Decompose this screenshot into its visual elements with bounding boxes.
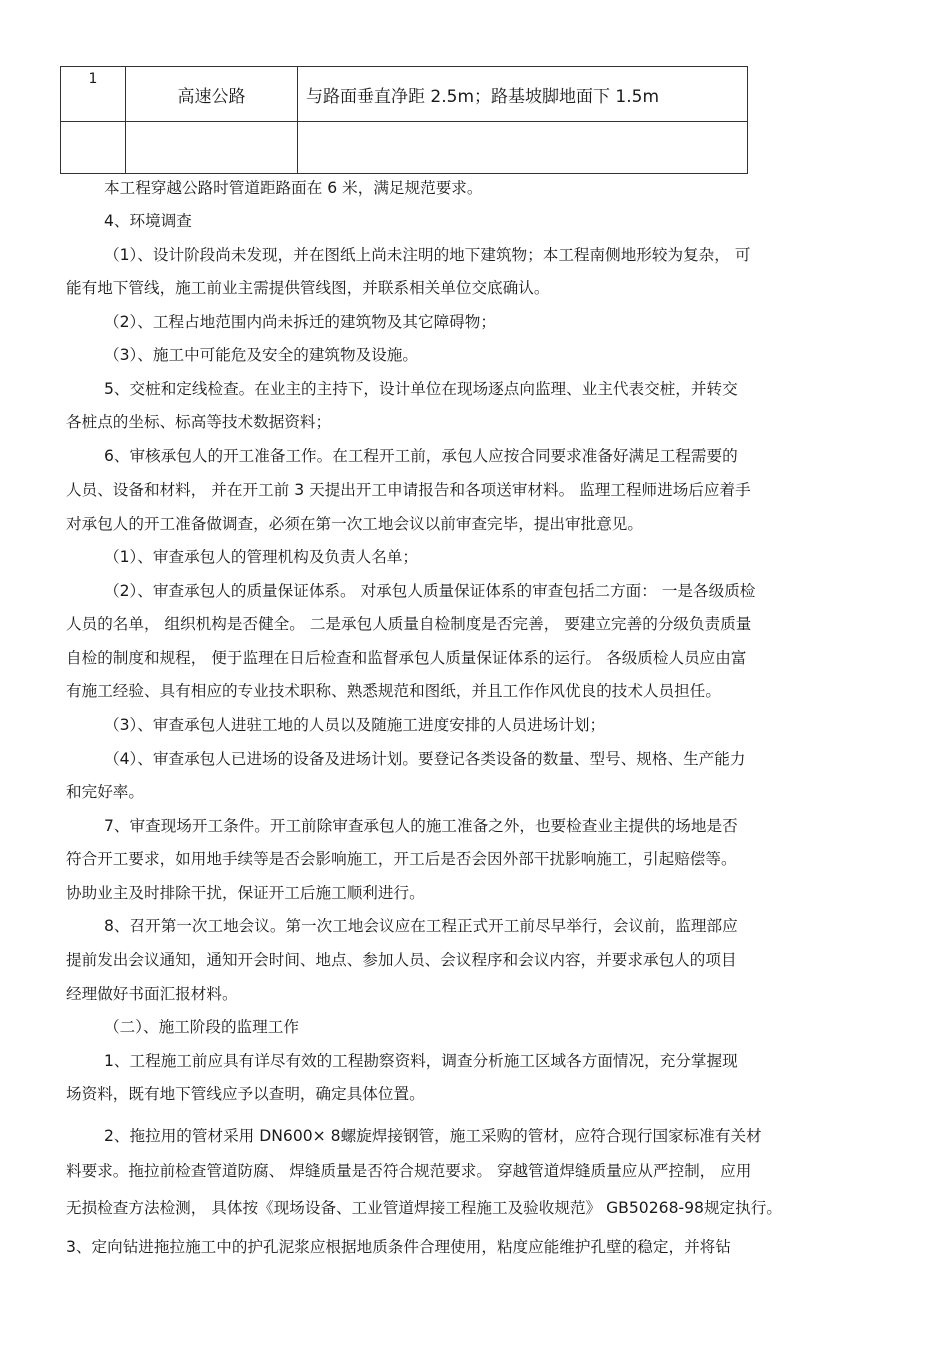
list-item: （3）、施工中可能危及安全的建筑物及设施。 (104, 346, 418, 364)
section-heading: 4、环境调查 (104, 212, 192, 230)
paragraph-line: 3、定向钻进拖拉施工中的护孔泥浆应根据地质条件合理使用，粘度应能维护孔壁的稳定，并将钻 (66, 1238, 731, 1256)
paragraph-line: 无损检查方法检测， 具体按《现场设备、工业管道焊接工程施工及验收规范》 GB50268-98规定执行。 (66, 1199, 782, 1217)
paragraph-line: 1、工程施工前应具有详尽有效的工程勘察资料，调查分析施工区域各方面情况，充分掌握现 (104, 1052, 738, 1070)
table-row (61, 67, 748, 122)
paragraph-line: 本工程穿越公路时管道距路面在 6 米，满足规范要求。 (104, 179, 483, 197)
paragraph-line: 场资料，既有地下管线应予以查明，确定具体位置。 (66, 1085, 425, 1103)
paragraph-line: 经理做好书面汇报材料。 (66, 985, 238, 1003)
paragraph-line: 料要求。拖拉前检查管道防腐、 焊缝质量是否符合规范要求。 穿越管道焊缝质量应从严控制， 应用 (66, 1162, 752, 1180)
paragraph-line: 各桩点的坐标、标高等技术数据资料； (66, 413, 332, 431)
table-cell-index: 1 (61, 67, 126, 122)
paragraph-line: 6、审核承包人的开工准备工作。在工程开工前，承包人应按合同要求准备好满足工程需要的 (104, 447, 738, 465)
table-row (61, 122, 748, 174)
paragraph-line: 符合开工要求，如用地手续等是否会影响施工，开工后是否会因外部干扰影响施工，引起赔偿等。 (66, 850, 737, 868)
paragraph-line: 2、拖拉用的管材采用 DN600× 8螺旋焊接钢管，施工采购的管材，应符合现行国家标准有关材 (104, 1127, 762, 1145)
paragraph-line: 能有地下管线，施工前业主需提供管线图，并联系相关单位交底确认。 (66, 279, 550, 297)
table-cell-clearance: 与路面垂直净距 2.5m；路基坡脚地面下 1.5m (298, 67, 748, 122)
paragraph-line: 和完好率。 (66, 783, 144, 801)
table-cell-road-type: 高速公路 (126, 67, 298, 122)
paragraph-line: 5、交桩和定线检查。在业主的主持下，设计单位在现场逐点向监理、业主代表交桩，并转交 (104, 380, 738, 398)
paragraph-line: （1）、设计阶段尚未发现，并在图纸上尚未注明的地下建筑物；本工程南侧地形较为复杂， 可 (104, 246, 751, 264)
paragraph-line: 有施工经验、具有相应的专业技术职称、熟悉规范和图纸，并且工作作风优良的技术人员担任。 (66, 682, 721, 700)
paragraph-line: 7、审查现场开工条件。开工前除审查承包人的施工准备之外，也要检查业主提供的场地是否 (104, 817, 738, 835)
table-cell-index (61, 122, 126, 174)
list-item: （2）、工程占地范围内尚未拆迁的建筑物及其它障碍物； (104, 313, 496, 331)
paragraph-line: 人员的名单， 组织机构是否健全。 二是承包人质量自检制度是否完善， 要建立完善的分级负责质量 (66, 615, 752, 633)
table-cell-clearance (298, 122, 748, 174)
paragraph-line: 自检的制度和规程， 便于监理在日后检查和监督承包人质量保证体系的运行。 各级质检人员应由富 (66, 649, 747, 667)
paragraph-line: 提前发出会议通知，通知开会时间、地点、参加人员、会议程序和会议内容，并要求承包人的项目 (66, 951, 737, 969)
list-item: （2）、审查承包人的质量保证体系。 对承包人质量保证体系的审查包括二方面： 一是各级质检 (104, 582, 756, 600)
list-item: （4）、审查承包人已进场的设备及进场计划。要登记各类设备的数量、型号、规格、生产能力 (104, 750, 746, 768)
specification-table (60, 66, 748, 174)
section-heading: （二）、施工阶段的监理工作 (104, 1018, 299, 1036)
paragraph-line: 协助业主及时排除干扰，保证开工后施工顺利进行。 (66, 884, 425, 902)
table-cell-road-type (126, 122, 298, 174)
paragraph-line: 对承包人的开工准备做调查，必须在第一次工地会议以前审查完毕，提出审批意见。 (66, 515, 643, 533)
paragraph-line: 人员、设备和材料， 并在开工前 3 天提出开工申请报告和各项送审材料。 监理工程师进场后应着手 (66, 481, 751, 499)
list-item: （3）、审查承包人进驻工地的人员以及随施工进度安排的人员进场计划； (104, 716, 606, 734)
list-item: （1）、审查承包人的管理机构及负责人名单； (104, 548, 418, 566)
paragraph-line: 8、召开第一次工地会议。第一次工地会议应在工程正式开工前尽早举行，会议前，监理部应 (104, 917, 738, 935)
